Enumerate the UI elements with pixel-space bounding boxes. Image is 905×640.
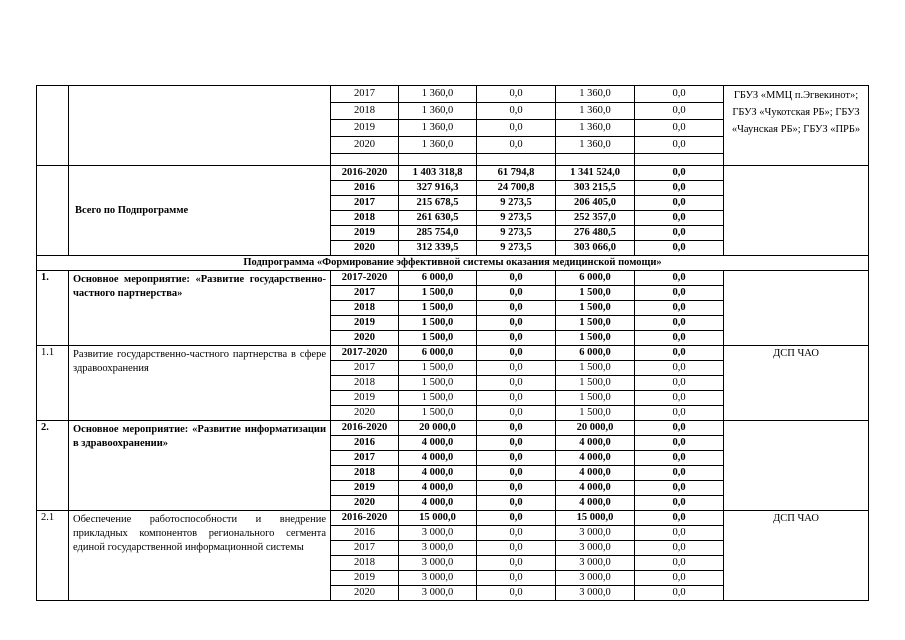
other-cell: 0,0: [635, 436, 724, 451]
other-cell: 0,0: [635, 526, 724, 541]
empty-cell: [331, 154, 399, 166]
federal-cell: 0,0: [477, 286, 556, 301]
regional-cell: 1 500,0: [556, 361, 635, 376]
other-cell: 0,0: [635, 391, 724, 406]
year-cell: 2018: [331, 103, 399, 120]
year-cell: 2016-2020: [331, 511, 399, 526]
row-number: 1.: [37, 271, 69, 346]
year-cell: 2018: [331, 556, 399, 571]
other-cell: 0,0: [635, 120, 724, 137]
other-cell: 0,0: [635, 226, 724, 241]
section-title: Подпрограмма «Формирование эффективной системы оказания медицинской помощи»: [37, 256, 869, 271]
total-cell: 3 000,0: [399, 526, 477, 541]
federal-cell: 0,0: [477, 526, 556, 541]
year-cell: 2019: [331, 571, 399, 586]
row-number: [37, 166, 69, 256]
year-cell: 2016: [331, 436, 399, 451]
year-cell: 2018: [331, 211, 399, 226]
year-cell: 2016-2020: [331, 421, 399, 436]
federal-cell: 0,0: [477, 137, 556, 154]
total-cell: 3 000,0: [399, 586, 477, 601]
regional-cell: 1 360,0: [556, 137, 635, 154]
total-cell: 1 500,0: [399, 391, 477, 406]
other-cell: 0,0: [635, 316, 724, 331]
other-cell: 0,0: [635, 331, 724, 346]
federal-cell: 0,0: [477, 271, 556, 286]
activity-description: Обеспечение работоспособности и внедрение прикладных компонентов регионального сегмента единой государственной информационной системы: [69, 511, 331, 601]
empty-cell: [477, 154, 556, 166]
total-cell: 4 000,0: [399, 451, 477, 466]
federal-cell: 0,0: [477, 120, 556, 137]
executor-cell: ДСП ЧАО: [724, 346, 869, 421]
total-cell: 4 000,0: [399, 496, 477, 511]
other-cell: 0,0: [635, 166, 724, 181]
year-cell: 2019: [331, 226, 399, 241]
total-cell: 312 339,5: [399, 241, 477, 256]
year-cell: 2018: [331, 376, 399, 391]
total-cell: 1 500,0: [399, 301, 477, 316]
other-cell: 0,0: [635, 406, 724, 421]
year-cell: 2017-2020: [331, 271, 399, 286]
activity-description: Основное мероприятие: «Развитие государственно-частного партнерства»: [69, 271, 331, 346]
other-cell: 0,0: [635, 271, 724, 286]
other-cell: 0,0: [635, 241, 724, 256]
regional-cell: 303 215,5: [556, 181, 635, 196]
regional-cell: 3 000,0: [556, 526, 635, 541]
year-cell: 2016: [331, 181, 399, 196]
federal-cell: 9 273,5: [477, 196, 556, 211]
other-cell: 0,0: [635, 301, 724, 316]
regional-cell: 252 357,0: [556, 211, 635, 226]
total-cell: 1 500,0: [399, 331, 477, 346]
row-number: [37, 86, 69, 166]
federal-cell: 0,0: [477, 346, 556, 361]
regional-cell: 4 000,0: [556, 436, 635, 451]
federal-cell: 0,0: [477, 103, 556, 120]
federal-cell: 9 273,5: [477, 211, 556, 226]
other-cell: 0,0: [635, 466, 724, 481]
activity-description: Основное мероприятие: «Развитие информатизации в здравоохранении»: [69, 421, 331, 511]
year-cell: 2019: [331, 316, 399, 331]
total-cell: 215 678,5: [399, 196, 477, 211]
federal-cell: 0,0: [477, 451, 556, 466]
federal-cell: 0,0: [477, 421, 556, 436]
federal-cell: 0,0: [477, 586, 556, 601]
regional-cell: 3 000,0: [556, 571, 635, 586]
regional-cell: 1 360,0: [556, 120, 635, 137]
federal-cell: 0,0: [477, 86, 556, 103]
regional-cell: 20 000,0: [556, 421, 635, 436]
total-cell: 1 360,0: [399, 120, 477, 137]
year-cell: 2017-2020: [331, 346, 399, 361]
year-cell: 2020: [331, 406, 399, 421]
total-cell: 285 754,0: [399, 226, 477, 241]
other-cell: 0,0: [635, 511, 724, 526]
other-cell: 0,0: [635, 103, 724, 120]
federal-cell: 0,0: [477, 316, 556, 331]
regional-cell: 6 000,0: [556, 271, 635, 286]
other-cell: 0,0: [635, 571, 724, 586]
regional-cell: 3 000,0: [556, 556, 635, 571]
federal-cell: 0,0: [477, 466, 556, 481]
federal-cell: 0,0: [477, 406, 556, 421]
other-cell: 0,0: [635, 137, 724, 154]
federal-cell: 9 273,5: [477, 226, 556, 241]
federal-cell: 0,0: [477, 496, 556, 511]
regional-cell: 15 000,0: [556, 511, 635, 526]
subprogram-total-label: Всего по Подпрограмме: [69, 166, 331, 256]
executor-cell: [724, 421, 869, 511]
total-cell: 1 500,0: [399, 376, 477, 391]
regional-cell: 1 500,0: [556, 331, 635, 346]
federal-cell: 0,0: [477, 361, 556, 376]
other-cell: 0,0: [635, 586, 724, 601]
regional-cell: 4 000,0: [556, 481, 635, 496]
federal-cell: 0,0: [477, 436, 556, 451]
regional-cell: 1 500,0: [556, 316, 635, 331]
row-number: 2.: [37, 421, 69, 511]
year-cell: 2018: [331, 466, 399, 481]
federal-cell: 0,0: [477, 481, 556, 496]
total-cell: 4 000,0: [399, 436, 477, 451]
regional-cell: 3 000,0: [556, 541, 635, 556]
total-cell: 3 000,0: [399, 541, 477, 556]
regional-cell: 6 000,0: [556, 346, 635, 361]
total-cell: 4 000,0: [399, 466, 477, 481]
row-number: 1.1: [37, 346, 69, 421]
regional-cell: 3 000,0: [556, 586, 635, 601]
regional-cell: 1 500,0: [556, 301, 635, 316]
year-cell: 2020: [331, 496, 399, 511]
regional-cell: 206 405,0: [556, 196, 635, 211]
other-cell: 0,0: [635, 421, 724, 436]
regional-cell: 1 500,0: [556, 376, 635, 391]
executor-cell: ДСП ЧАО: [724, 511, 869, 601]
federal-cell: 0,0: [477, 571, 556, 586]
other-cell: 0,0: [635, 556, 724, 571]
other-cell: 0,0: [635, 451, 724, 466]
other-cell: 0,0: [635, 346, 724, 361]
total-cell: 4 000,0: [399, 481, 477, 496]
total-cell: 6 000,0: [399, 346, 477, 361]
year-cell: 2017: [331, 451, 399, 466]
regional-cell: 276 480,5: [556, 226, 635, 241]
total-cell: 20 000,0: [399, 421, 477, 436]
other-cell: 0,0: [635, 286, 724, 301]
other-cell: 0,0: [635, 196, 724, 211]
total-cell: 3 000,0: [399, 571, 477, 586]
regional-cell: 303 066,0: [556, 241, 635, 256]
federal-cell: 9 273,5: [477, 241, 556, 256]
executor-cell: ГБУЗ «ММЦ п.Эгвекинот»; ГБУЗ «Чукотская РБ»; ГБУЗ «Чаунская РБ»; ГБУЗ «ПРБ»: [724, 86, 869, 166]
year-cell: 2017: [331, 541, 399, 556]
year-cell: 2019: [331, 391, 399, 406]
federal-cell: 0,0: [477, 511, 556, 526]
total-cell: 1 360,0: [399, 137, 477, 154]
budget-table: [36, 85, 869, 601]
row-number: 2.1: [37, 511, 69, 601]
other-cell: 0,0: [635, 86, 724, 103]
total-cell: 15 000,0: [399, 511, 477, 526]
total-cell: 261 630,5: [399, 211, 477, 226]
total-cell: 1 500,0: [399, 361, 477, 376]
executor-cell: [724, 271, 869, 346]
total-cell: 1 360,0: [399, 103, 477, 120]
other-cell: 0,0: [635, 541, 724, 556]
other-cell: 0,0: [635, 211, 724, 226]
year-cell: 2020: [331, 241, 399, 256]
total-cell: 1 403 318,8: [399, 166, 477, 181]
total-cell: 1 500,0: [399, 406, 477, 421]
year-cell: 2020: [331, 331, 399, 346]
federal-cell: 24 700,8: [477, 181, 556, 196]
total-cell: 1 360,0: [399, 86, 477, 103]
federal-cell: 0,0: [477, 556, 556, 571]
regional-cell: 1 360,0: [556, 103, 635, 120]
federal-cell: 61 794,8: [477, 166, 556, 181]
other-cell: 0,0: [635, 181, 724, 196]
other-cell: 0,0: [635, 496, 724, 511]
year-cell: 2017: [331, 196, 399, 211]
year-cell: 2017: [331, 361, 399, 376]
activity-description: Развитие государственно-частного партнерства в сфере здравоохранения: [69, 346, 331, 421]
total-cell: 1 500,0: [399, 316, 477, 331]
total-cell: 6 000,0: [399, 271, 477, 286]
total-cell: 3 000,0: [399, 556, 477, 571]
regional-cell: 1 341 524,0: [556, 166, 635, 181]
total-cell: 1 500,0: [399, 286, 477, 301]
total-cell: 327 916,3: [399, 181, 477, 196]
empty-cell: [399, 154, 477, 166]
federal-cell: 0,0: [477, 376, 556, 391]
year-cell: 2020: [331, 137, 399, 154]
other-cell: 0,0: [635, 481, 724, 496]
year-cell: 2017: [331, 86, 399, 103]
executor-cell: [724, 166, 869, 256]
other-cell: 0,0: [635, 376, 724, 391]
regional-cell: 4 000,0: [556, 451, 635, 466]
year-cell: 2020: [331, 586, 399, 601]
empty-cell: [635, 154, 724, 166]
year-cell: 2019: [331, 120, 399, 137]
regional-cell: 4 000,0: [556, 496, 635, 511]
federal-cell: 0,0: [477, 541, 556, 556]
year-cell: 2016: [331, 526, 399, 541]
other-cell: 0,0: [635, 361, 724, 376]
regional-cell: 4 000,0: [556, 466, 635, 481]
federal-cell: 0,0: [477, 391, 556, 406]
regional-cell: 1 500,0: [556, 286, 635, 301]
year-cell: 2018: [331, 301, 399, 316]
regional-cell: 1 500,0: [556, 406, 635, 421]
federal-cell: 0,0: [477, 331, 556, 346]
year-cell: 2016-2020: [331, 166, 399, 181]
year-cell: 2017: [331, 286, 399, 301]
regional-cell: 1 500,0: [556, 391, 635, 406]
regional-cell: 1 360,0: [556, 86, 635, 103]
activity-description: [69, 86, 331, 166]
year-cell: 2019: [331, 481, 399, 496]
empty-cell: [556, 154, 635, 166]
federal-cell: 0,0: [477, 301, 556, 316]
